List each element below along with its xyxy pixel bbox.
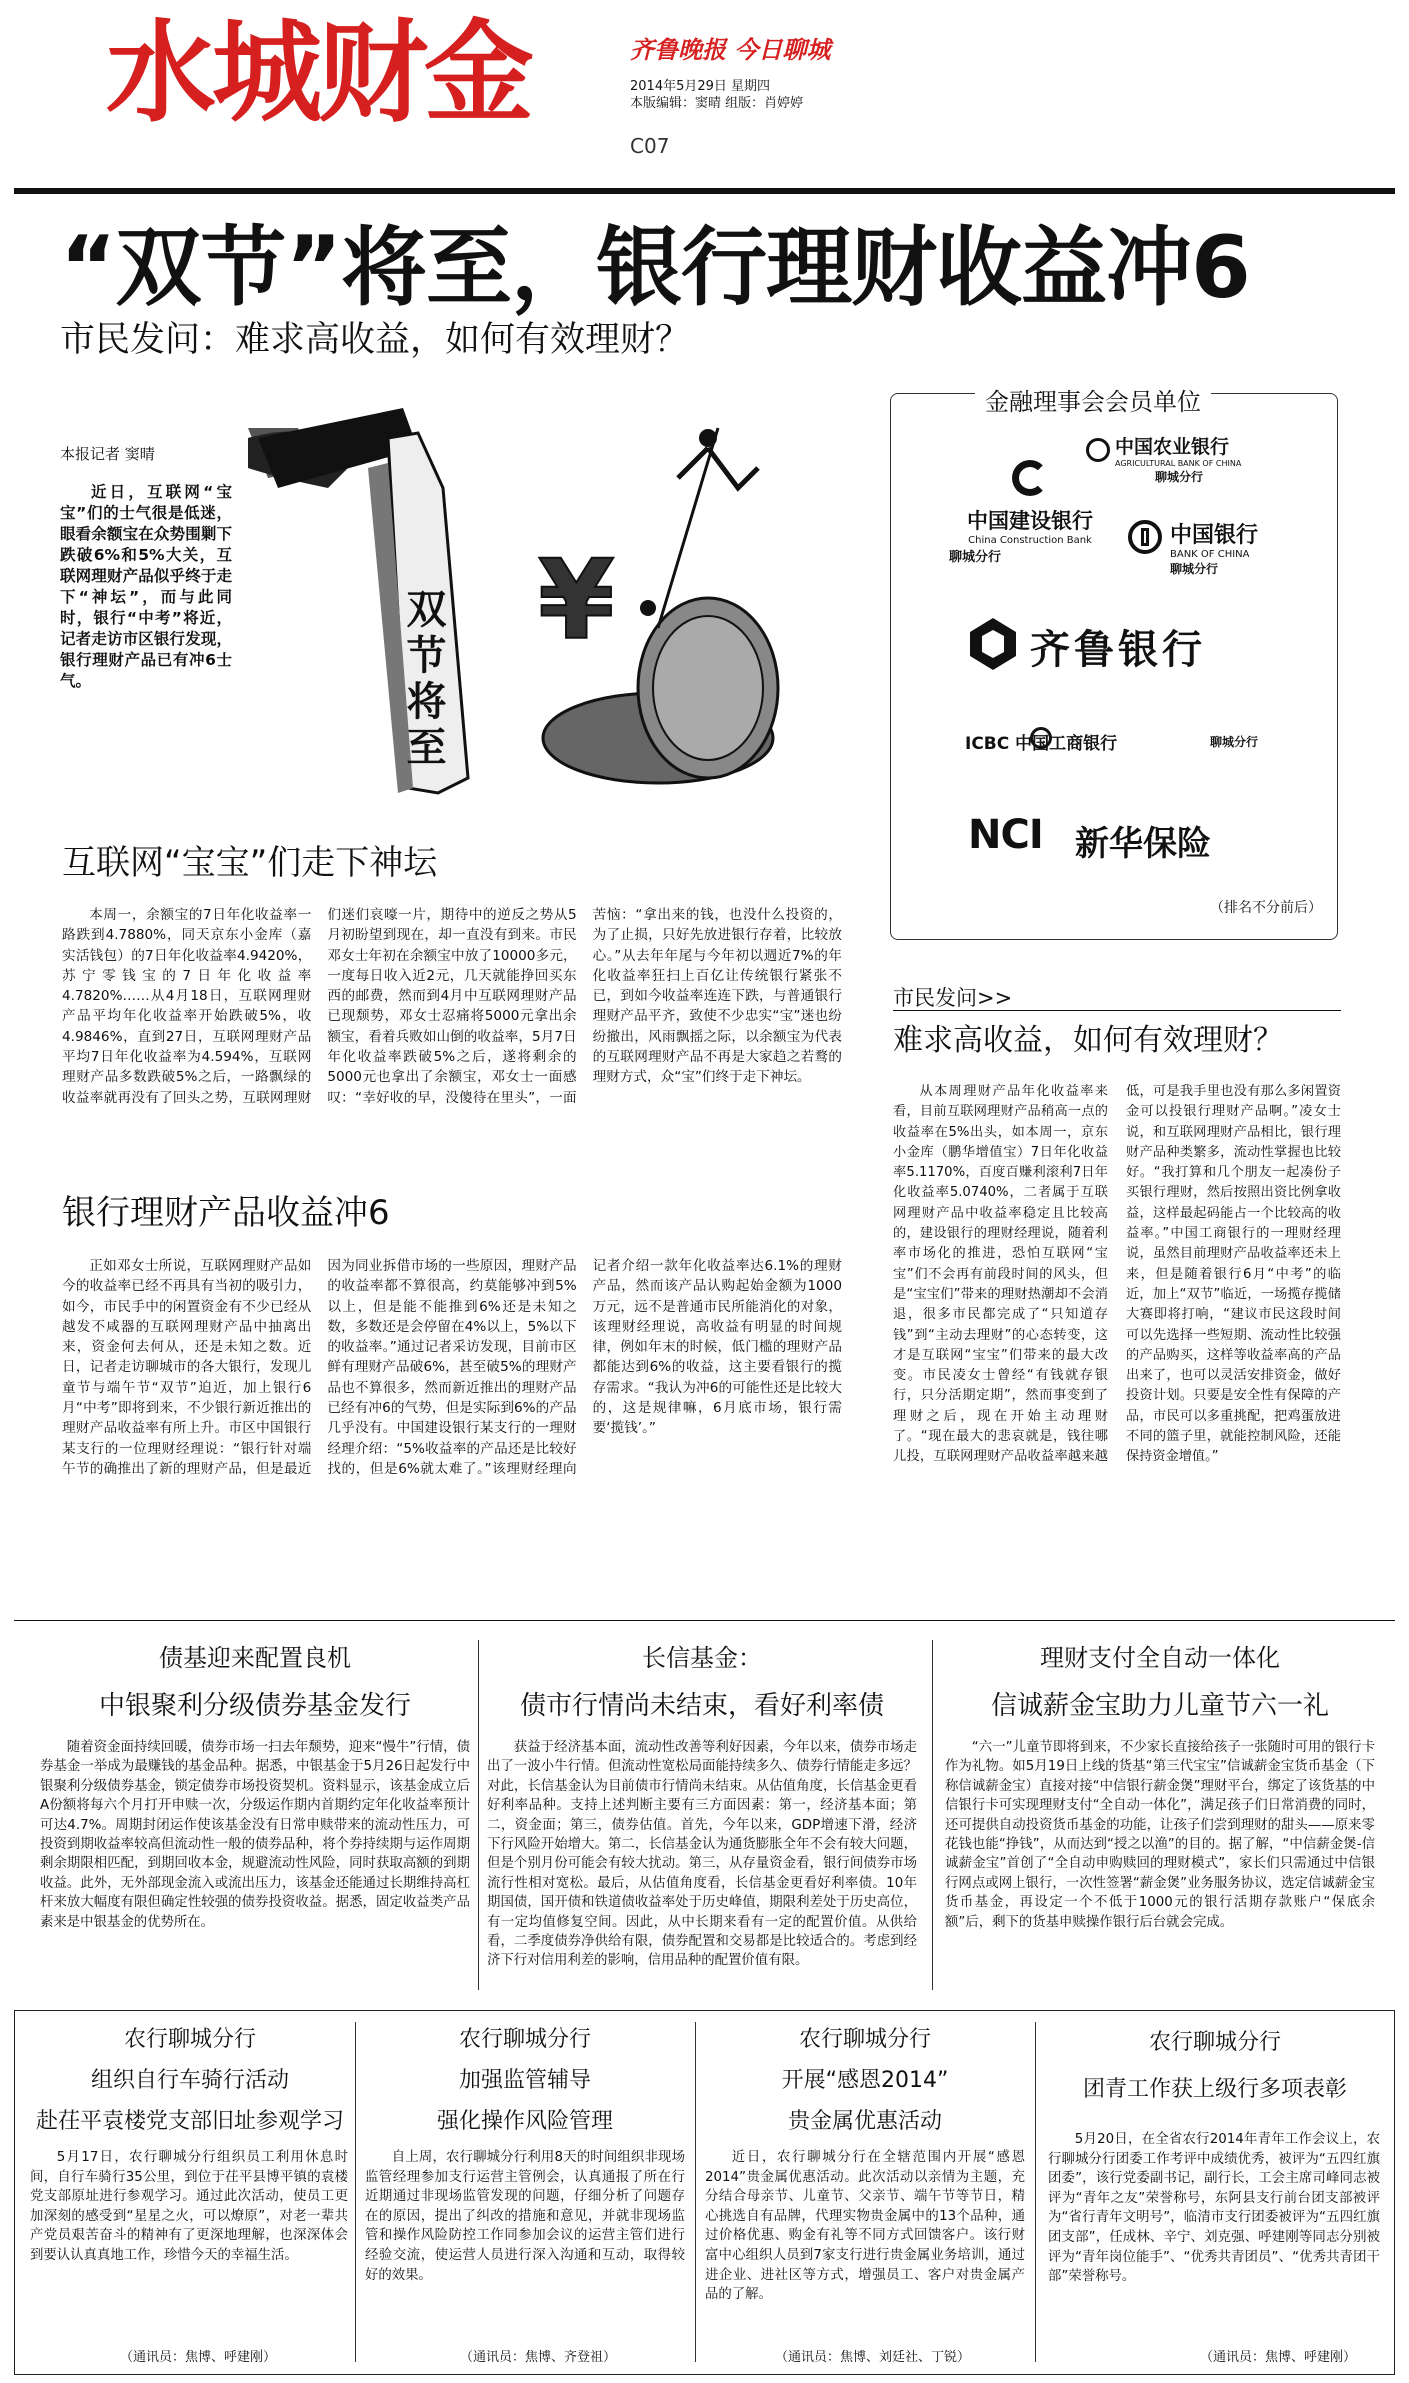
yen-symbol: ¥ bbox=[538, 536, 615, 664]
abc-sub: AGRICULTURAL BANK OF CHINA bbox=[1115, 459, 1242, 468]
boc-name: 中国银行 bbox=[1170, 522, 1259, 548]
illustration bbox=[238, 408, 808, 808]
climber-head bbox=[699, 429, 717, 447]
qilu-emblem-icon bbox=[970, 618, 1016, 670]
news4-org: 农行聊城分行 bbox=[1148, 2030, 1281, 2055]
abc-logo bbox=[1115, 432, 1315, 485]
fund2-subtitle: 债市行情尚未结束，看好利率债 bbox=[519, 1691, 884, 1721]
ccb-name: 中国建设银行 bbox=[967, 509, 1093, 533]
fund1-body: 随着资金面持续回暖，债券市场一扫去年颓势，迎来“慢牛”行情，债券基金一举成为最赚钱的基金品种。据悉，中银基金于5月26日起发行中银聚利分级债券基金，锁定债券市场投资契机。资料显示，该基金成立后A份额将每六个月打开申赎一次，分级运作期内首期约定年化收益率预计可达4.7%。周期封闭运作使该基金没有日常申赎带来的流动性压力，可投资到期收益率较高但流动性一般的债券品种，将个券持续期与运作周期剩余期限相匹配，到期回收本金，规避流动性风险，同时获取高额的到期收益。此外，无外部现金流入或流出压力，该基金还能通过长期维持高杠杆来放大幅度有限但确定性较强的债券投资收益。据悉，固定收益类产品素来是中银基金的优势所在。 bbox=[40, 1740, 470, 1930]
ask-body: 从本周理财产品年化收益率来看，目前互联网理财产品稍高一点的收益率在5%出头，如本周一，京东小金库（鹏华增值宝）7日年化收益率5.1170%，百度百赚利滚利7日年化收益率5.0740%，二者属于互联网理财产品中收益率稳定且比较高的，建设银行的理财经理说，随着利率市场化的推进，恐怕互联网“宝宝”们不会再有前段时间的风头，但是“宝宝们”带来的理财热潮却不会消退，很多市民都完成了“只知道存钱”到“主动去理财”的心态转变，这才是互联网“宝宝”们带来的最大改变。市民凌女士曾经“有钱就存银行，只分活期定期”，然而事变到了理财之后，现在开始主动理财了。“现在最大的悲哀就是，钱往哪儿投，互联网理财产品收益率越来越低，可是我手里也没有那么多闲置资金可以投银行理财产品啊。”凌女士说，和互联网理财产品相比，银行理财产品种类繁多，流动性掌握也比较好。“我打算和几个朋友一起凑份子买银行理财，然后按照出资比例拿收益，这样最起码能占一个比较高的收益率。”中国工商银行的一理财经理说，虽然目前理财产品收益率还未上来，但是随着银行6月“中考”的临近，加上“双节”临近，一场揽存揽储大赛即将打响，“建议市民这段时间可以先选择一些短期、流动性比较强的产品购买，这样等收益率高的产品出来了，也可以灵活安排资金，做好投资计划。只要是安全性有保障的产品，市民可以多重挑配，把鸡蛋放进不同的篮子里，就能控制风险，还能保持资金增值。” bbox=[893, 1084, 1341, 1465]
news3-org: 农行聊城分行 bbox=[798, 2027, 931, 2052]
masthead-brand: 齐鲁晚报 今日聊城 bbox=[630, 36, 831, 64]
news-separator-2 bbox=[695, 2022, 696, 2362]
news3-title2: 贵金属优惠活动 bbox=[787, 2109, 942, 2134]
news4-body: 5月20日，在全省农行2014年青年工作会议上，农行聊城分行团委工作考评中成绩优秀，被评为“五四红旗团委”，该行党委副书记，副行长，工会主席司峰同志被评为“青年之友”荣誉称号，东阿县支行前台团支部被评为“省行青年文明号”，临清市支行团委被评为“五四红旗团支部”，任成林、辛宁、刘克强、呼建刚等同志分别被评为“青年岗位能手”、“优秀共青团员”、“优秀共青团干部”荣誉称号。 bbox=[1048, 2132, 1380, 2285]
coin-face bbox=[653, 616, 763, 760]
news2-title1: 加强监管辅导 bbox=[458, 2068, 591, 2093]
ccb-logo bbox=[945, 505, 1115, 565]
section2-heading: 银行理财产品收益冲6 bbox=[62, 1193, 390, 1233]
news3-body: 近日，农行聊城分行在全辖范围内开展“感恩2014”贵金属优惠活动。此次活动以亲情为主题，充分结合母亲节、儿童节、父亲节、端午节等节日，精心挑选自有品牌，代理实物贵金属中的13个品种，通过价格优惠、购金有礼等不同方式回馈客户。该行财富中心组织人员到7家支行进行贵金属业务培训，通过进企业、进社区等方式，增强员工、客户对贵金属产品的了解。 bbox=[705, 2150, 1025, 2303]
ccb-branch: 聊城分行 bbox=[949, 550, 1002, 565]
fund3-subtitle: 信诚薪金宝助力儿童节六一礼 bbox=[990, 1691, 1329, 1721]
news1-body: 5月17日，农行聊城分行组织员工利用休息时间，自行车骑行35公里，到位于茌平县博平镇的袁楼党支部原址进行参观学习。通过此次活动，使员工更加深刻的感受到“星星之火，可以燎原”，对老一辈共产党员艰苦奋斗的精神有了更深地理解，也深深体会到要认认真真地工作，珍惜今天的幸福生活。 bbox=[30, 2150, 348, 2263]
fund2-body: 获益于经济基本面，流动性改善等利好因素，今年以来，债券市场走出了一波小牛行情。但流动性宽松局面能持续多久、债券行情能走多远？对此，长信基金认为目前债市行情尚未结束。从估值角度，长信基金更看好利率品种。支持上述判断主要有三方面因素：第一，经济基本面；第二，资金面；第三，债券估值。首先，今年以来，GDP增速下滑，经济下行风险开始增大。第二，长信基金认为通货膨胀全年不会有较大问题，但是个别月份可能会有较大扰动。第三，从存量资金看，银行间债券市场流行性相对宽松。最后，从估值角度看，长信基金更看好利率债。10年期国债，国开债和铁道债收益率处于历史峰值，期限利差处于历史高位，有一定均值修复空间。因此，从中长期来看有一定的配置价值。从供给看，二季度债券净供给有限，债券配置和交易都是比较适合的。考虑到经济下行对信用利差的影响，信用品种的配置价值有限。 bbox=[487, 1740, 917, 1969]
funds-separator-1 bbox=[478, 1640, 479, 1990]
lead-paragraph: 近日，互联网“宝宝”们的士气很是低迷，眼看余额宝在众势围剿下跌破6%和5%大关，互联网理财产品似乎终于走下“神坛”，而与此同时，银行“中考”将近，记者走访市区银行发现，银行理财产品已有冲6士气。 bbox=[60, 483, 232, 690]
fund1-subtitle: 中银聚利分级债券基金发行 bbox=[98, 1691, 411, 1721]
sponsor-title: 金融理事会会员单位 bbox=[975, 382, 1211, 417]
masthead bbox=[0, 0, 1409, 186]
ask-heading: 难求高收益，如何有效理财？ bbox=[893, 1023, 1283, 1058]
masthead-title: 水城财金 bbox=[106, 8, 530, 137]
masthead-rule bbox=[14, 188, 1395, 194]
news1-title1: 组织自行车骑行活动 bbox=[90, 2068, 289, 2093]
icbc-branch: 聊城分行 bbox=[1210, 735, 1259, 749]
nci-logo: NCI bbox=[968, 812, 1043, 858]
page-headline: “双节”将至，银行理财收益冲6 bbox=[60, 218, 1250, 318]
ask-kicker: 市民发问>> bbox=[893, 986, 1013, 1010]
boc-branch: 聊城分行 bbox=[1170, 562, 1219, 576]
news2-body: 自上周，农行聊城分行利用8天的时间组织非现场监管经理参加支行运营主管例会，认真通报了所在行近期通过非现场监管发现的问题，仔细分析了问题存在的原因，提出了纠改的措施和意见，并就非现场监管和操作风险防控工作同参加会议的运营主管们进行经验交流，使运营人员进行深入沟通和互动，取得较好的效果。 bbox=[365, 2150, 685, 2283]
boc-sub: BANK OF CHINA bbox=[1170, 549, 1250, 560]
news2-credit: （通讯员：焦博、齐登祖） bbox=[460, 2350, 617, 2365]
news4-credit: （通讯员：焦博、呼建刚） bbox=[1200, 2350, 1357, 2365]
section2-body: 正如邓女士所说，互联网理财产品如今的收益率已经不再具有当初的吸引力，如今，市民手中的闲置资金有不少已经从越发不咸器的互联网理财产品中抽离出来，资金何去何从，还是未知之数。近日，记者走访聊城市的各大银行，发现儿童节与端午节“双节”迫近，加上银行6月“中考”即将到来，不少银行新近推出的理财产品收益率有所上升。市区中国银行某支行的一位理财经理说：“银行针对端午节的确推出了新的理财产品，但是最近因为同业拆借市场的一些原因，理财产品的收益率都不算很高，约莫能够冲到5%以上，但是能不能推到6%还是未知之数，多数还是会停留在4%以上，5%以下的收益率。”通过记者采访发现，目前市区鲜有理财产品破6%，甚至破5%的理财产品也不算很多，然而新近推出的理财产品已经有冲6的气势，但是实际到6%的产品几乎没有。中国建设银行某支行的一理财经理介绍：“5%收益率的产品还是比较好找的，但是6%就太难了。”该理财经理向记者介绍一款年化收益率达6.1%的理财产品，然而该产品认购起始金额为1000万元，远不是普通市民所能消化的对象，该理财经理说，高收益有明显的时间规律，例如年末的时候，低门槛的理财产品都能达到6%的收益，这主要看银行的揽存需求。“我认为冲6的可能性还是比较大的，这是规律嘛，6月底市场，银行需要‘揽钱’。” bbox=[62, 1258, 842, 1477]
abc-emblem-icon bbox=[1086, 438, 1110, 462]
qilu-emblem-svg bbox=[970, 618, 1016, 670]
masthead-date: 2014年5月29日 星期四 bbox=[630, 79, 771, 94]
ask-kicker-rule bbox=[893, 1010, 1341, 1011]
nci-name: 新华保险 bbox=[1075, 824, 1211, 864]
fund3-title: 理财支付全自动一体化 bbox=[1040, 1644, 1280, 1672]
boc-logo bbox=[1170, 518, 1330, 577]
news3-credit: （通讯员：焦博、刘廷社、丁锐） bbox=[775, 2350, 971, 2365]
boc-emblem-icon bbox=[1128, 520, 1162, 554]
section1-heading: 互联网“宝宝”们走下神坛 bbox=[62, 843, 438, 883]
ccb-ring bbox=[1012, 460, 1048, 496]
masthead-editor: 本版编辑：窦晴 组版：肖婷婷 bbox=[630, 96, 804, 111]
small-figure bbox=[640, 600, 656, 616]
masthead-info bbox=[630, 78, 803, 112]
qilu-name: 齐鲁银行 bbox=[1030, 627, 1206, 673]
sign-text: 双节将至 bbox=[400, 588, 446, 772]
news2-title2: 强化操作风险管理 bbox=[436, 2109, 613, 2134]
abc-branch: 聊城分行 bbox=[1155, 470, 1204, 484]
news-separator-3 bbox=[1035, 2022, 1036, 2362]
icbc-name: ICBC 中国工商银行 bbox=[965, 734, 1118, 754]
news-separator-1 bbox=[355, 2022, 356, 2362]
sponsor-note: （排名不分前后） bbox=[1210, 900, 1322, 916]
abc-name: 中国农业银行 bbox=[1115, 436, 1230, 458]
funds-separator-2 bbox=[932, 1640, 933, 1990]
fund1-title: 债基迎来配置良机 bbox=[159, 1644, 351, 1672]
boc-emblem-inner bbox=[1141, 528, 1149, 546]
byline: 本报记者 窦晴 bbox=[60, 445, 155, 463]
funds-top-rule bbox=[14, 1620, 1395, 1621]
fund2-title: 长信基金： bbox=[642, 1644, 762, 1672]
news1-title2: 赴茌平袁楼党支部旧址参观学习 bbox=[35, 2109, 344, 2134]
news3-title1: 开展“感恩2014” bbox=[781, 2068, 949, 2093]
ccb-sub: China Construction Bank bbox=[968, 535, 1092, 546]
page-number: C07 bbox=[630, 134, 670, 158]
news4-title1: 团青工作获上级行多项表彰 bbox=[1082, 2077, 1347, 2102]
ccb-emblem-icon bbox=[1000, 460, 1060, 500]
page-subhead: 市民发问：难求高收益，如何有效理财？ bbox=[60, 320, 691, 360]
fund3-body: “六一”儿童节即将到来，不少家长直接给孩子一张随时可用的银行卡作为礼物。如5月19日上线的货基“第三代宝宝”信诚薪金宝货币基金（下称信诚薪金宝）直接对接“中信银行薪金煲”理财平台，绑定了该货基的中信银行卡可实现理财支付“全自动一体化”，满足孩子们日常消费的同时，还可提供自动投资货币基金的功能，让孩子们尝到理财的甜头——原来零花钱也能“挣钱”，从而达到“授之以渔”的目的。据了解，“中信薪金煲-信诚薪金宝”首创了“全自动申购赎回的理财模式”，家长们只需通过中信银行网点或网上银行，一次性签署“薪金煲”业务服务协议，选定信诚薪金宝货币基金，再设定一个不低于1000元的银行活期存款账户“保底余额”后，剩下的货基申赎操作银行后台就会完成。 bbox=[945, 1740, 1375, 1930]
news2-org: 农行聊城分行 bbox=[458, 2027, 591, 2052]
news1-credit: （通讯员：焦博、呼建刚） bbox=[120, 2350, 277, 2365]
section1-body: 本周一，余额宝的7日年化收益率一路跌到4.7880%，同天京东小金库（嘉实活钱包）的7日年化收益率4.9420%，苏宁零钱宝的7日年化收益率4.7820%……从4月18日，互联网理财产品平均年化收益率开始跌破5%，收4.9846%，直到27日，互联网理财产品平均7日年化收益率为4.594%，互联网理财产品多数跌破5%之后，一路飘绿的收益率就再没有了回头之势，互联网理财们迷们哀嚎一片，期待中的逆反之势从5月初盼望到现在，却一直没有到来。市民邓女士年初在余额宝中放了10000多元，一度每日收入近2元，几天就能挣回买东西的邮费，然而到4月中互联网理财产品已现颓势，邓女士忍痛将5000元拿出余额宝，看着兵败如山倒的收益率，5月7日年化收益率跌破5%之后，遂将剩余的5000元也拿出了余额宝，邓女士一面感叹：“幸好收的早，没傻待在里头”，一面苦恼：“拿出来的钱，也没什么投资的，为了止损，只好先放进银行存着，比较放心。”从去年年尾与今年初以週近7%的年化收益率狂扫上百亿让传统银行紧张不已，到如今收益率连连下跌，与普通银行理财产品平齐，致使不少忠实“宝”迷也纷纷撤出，风雨飘摇之际，以余额宝为代表的互联网理财产品不再是大家趋之若鹜的理财方式，众“宝”们终于走下神坛。 bbox=[62, 907, 842, 1106]
news1-org: 农行聊城分行 bbox=[123, 2027, 256, 2052]
